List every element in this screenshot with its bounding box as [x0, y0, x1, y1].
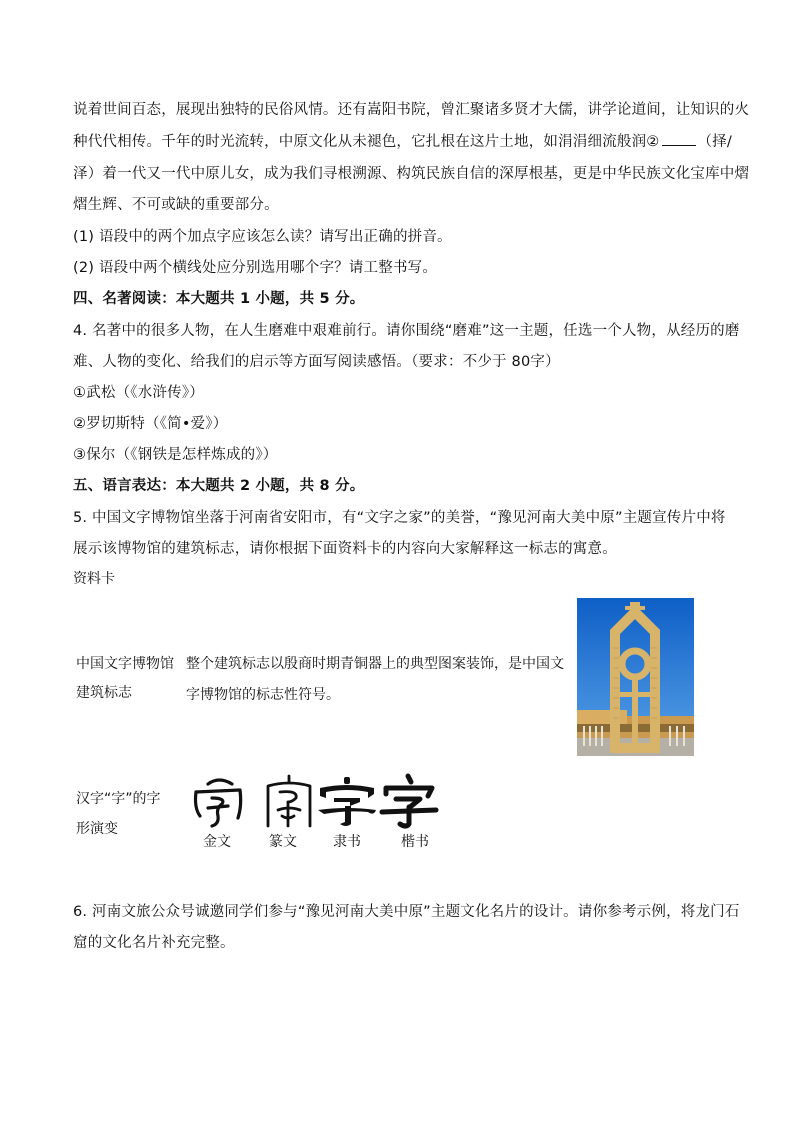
paragraph-text: 种代代相传。千年的时光流转，中原文化从未褪色，它扎根在这片土地，如涓涓细流般润②: [73, 134, 660, 150]
section-5-heading: 五、语言表达：本大题共 2 小题，共 8 分。: [73, 478, 365, 494]
bronze-script-glyph: [188, 772, 250, 830]
card-title: 建筑标志: [76, 685, 132, 701]
seal-script-glyph: [258, 772, 320, 830]
question-6: 窟的文化名片补充完整。: [73, 935, 235, 951]
card-title: 中国文字博物馆: [76, 656, 174, 672]
paragraph-line: 泽）着一代又一代中原儿女，成为我们寻根溯源、构筑民族自信的深厚根基，更是中华民族文化宝库中熠: [73, 166, 750, 182]
glyph-caption: 隶书: [333, 834, 361, 850]
option-item: ②罗切斯特（《简•爱》）: [73, 416, 228, 432]
question-5: 5. 中国文字博物馆坐落于河南省安阳市，有“文字之家”的美誉，“豫见河南大美中原”主题宣传片中将: [73, 510, 726, 526]
glyph-evolution-title: [76, 784, 186, 844]
paragraph-line: 熠生辉、不可或缺的重要部分。: [73, 197, 279, 213]
glyph-caption: 篆文: [269, 834, 297, 850]
museum-landmark-photo: [577, 598, 694, 756]
card-label: 资料卡: [73, 571, 115, 587]
answer-blank[interactable]: [662, 131, 696, 146]
paragraph-line: [73, 127, 732, 159]
regular-script-glyph: [378, 772, 440, 830]
question-4: 4. 名著中的很多人物，在人生磨难中艰难前行。请你围绕“磨难”这一主题，任选一个人物，从经历的磨: [73, 323, 740, 339]
glyph-evolution-title-line: 形演变: [76, 821, 118, 837]
question-4: 难、人物的变化、给我们的启示等方面写阅读感悟。（要求：不少于 80字）: [73, 354, 560, 370]
paragraph-line: 说着世间百态，展现出独特的民俗风情。还有嵩阳书院，曾汇聚诸多贤才大儒，讲学论道间，让知识的火: [73, 102, 750, 118]
paragraph-text: （择/: [697, 134, 732, 150]
card-description: 整个建筑标志以殷商时期青铜器上的典型图案装饰，是中国文字博物馆的标志性符号。: [186, 656, 564, 703]
option-item: ①武松（《水浒传》）: [73, 385, 204, 401]
clerical-script-glyph: [316, 772, 378, 830]
section-4-heading: 四、名著阅读：本大题共 1 小题，共 5 分。: [73, 291, 365, 307]
question-2: (2) 语段中两个横线处应分别选用哪个字？请工整书写。: [73, 260, 438, 276]
option-item: ③保尔（《钢铁是怎样炼成的》）: [73, 447, 278, 463]
question-1: (1) 语段中的两个加点字应该怎么读？请写出正确的拼音。: [73, 229, 452, 245]
glyph-evolution-title-line: 汉字“字”的字: [76, 791, 161, 807]
glyph-caption: 楷书: [401, 834, 429, 850]
question-6: 6. 河南文旅公众号诚邀同学们参与“豫见河南大美中原”主题文化名片的设计。请你参考示例，将龙门石: [73, 904, 740, 920]
question-5: 展示该博物馆的建筑标志，请你根据下面资料卡的内容向大家解释这一标志的寓意。: [73, 541, 617, 557]
glyph-caption: 金文: [203, 834, 231, 850]
